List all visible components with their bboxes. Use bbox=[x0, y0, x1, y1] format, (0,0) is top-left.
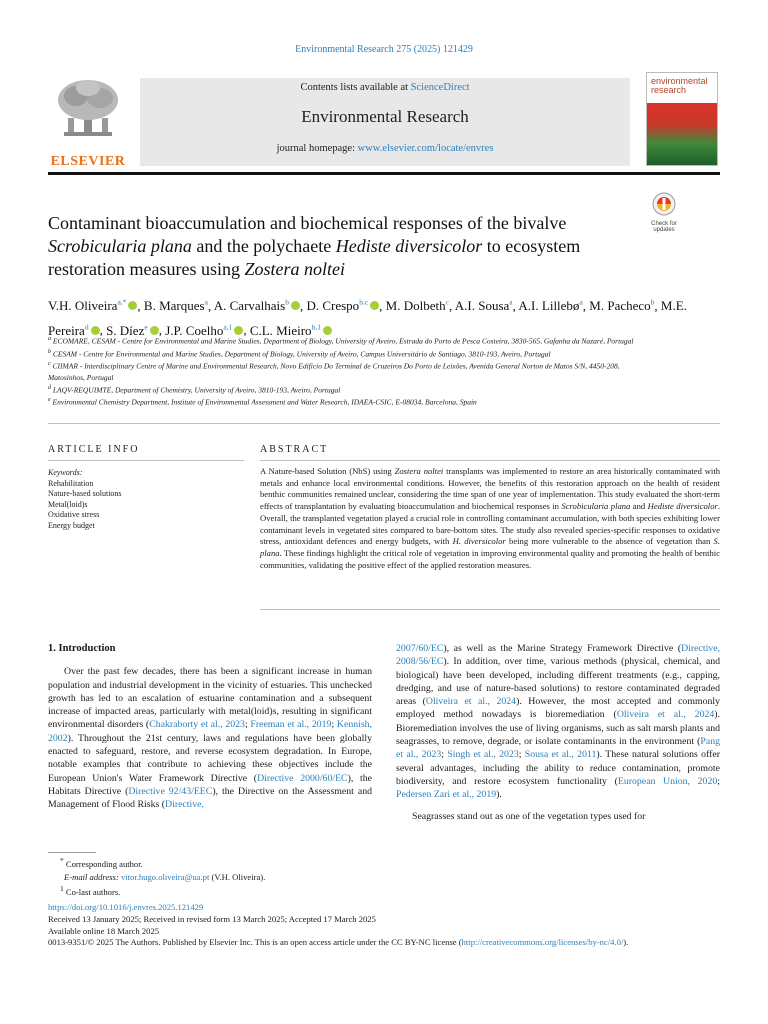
author[interactable] bbox=[48, 298, 137, 313]
author-separator: , bbox=[158, 322, 166, 338]
footnote-rule bbox=[48, 852, 96, 853]
affiliation-text: Environmental Chemistry Department, Institute of Environmental Assessment and Water Research, IDAEA-CSIC, E-08034, Barcelona, Spain bbox=[50, 397, 477, 407]
publication-info bbox=[48, 902, 720, 949]
footnote-mark: 1 bbox=[60, 884, 64, 894]
keyword: Oxidative stress bbox=[48, 510, 100, 519]
abstract-part: . Overall, the transplanted vegetation played a crucial role in controlling contaminant accumulation, with both species exhibiting lower contaminant levels in vegetated sites compared to bare-bottom sites. The study also revealed species-specific responses to oxidative stress, antioxidant defences and energy budgets, with bbox=[260, 501, 720, 547]
intro-paragraph-cont bbox=[396, 642, 720, 802]
author-name[interactable]: M. Pacheco bbox=[589, 298, 651, 314]
license-text: 0013-9351/© 2025 The Authors. Published by Elsevier Inc. This is an open access article under the CC BY-NC license ( bbox=[48, 937, 462, 948]
body-column-left bbox=[48, 642, 372, 812]
sciencedirect-link[interactable]: ScienceDirect bbox=[410, 82, 470, 93]
body-text: ; bbox=[331, 719, 337, 731]
license-text: ). bbox=[623, 937, 629, 948]
affiliation-list bbox=[48, 334, 648, 408]
author-name[interactable]: A.I. Lillebø bbox=[518, 298, 580, 314]
author[interactable] bbox=[455, 298, 513, 313]
affiliation-key: a bbox=[48, 336, 51, 342]
author-separator: , bbox=[582, 298, 590, 314]
title-species: Scrobicularia plana bbox=[48, 236, 192, 256]
affiliation bbox=[48, 395, 648, 408]
check-updates-icon bbox=[646, 192, 682, 216]
corresponding-author-note bbox=[48, 855, 708, 871]
author-affil-marker[interactable]: b,1 bbox=[311, 322, 321, 332]
citation-link[interactable]: Directive, 2008/56/EC bbox=[396, 643, 720, 668]
body-column-right bbox=[396, 642, 720, 823]
body-text: ). Throughout the 21st century, laws and regulations have been globally enacted to safeguard, restore, and reverse ecosystem degradation. In Europe, notable examples that contribute to achieving these objectives include the European Union's Water Framework Directive ( bbox=[48, 732, 372, 784]
abstract-species: Zostera noltei bbox=[394, 466, 444, 476]
author[interactable] bbox=[589, 298, 654, 313]
citation-link[interactable]: 2007/60/EC bbox=[396, 643, 444, 654]
abstract-species: S. plana bbox=[260, 536, 720, 558]
affiliation-key: b bbox=[48, 348, 51, 355]
check-updates-label: Check for updates bbox=[651, 221, 677, 233]
section-rule bbox=[260, 460, 720, 461]
author-name[interactable]: A. Carvalhais bbox=[213, 298, 286, 314]
abstract-text bbox=[260, 466, 720, 571]
title-species: Zostera noltei bbox=[244, 259, 345, 279]
affiliation bbox=[48, 334, 648, 347]
body-text: ), the Directive on the Assessment and Management of Flood Risks ( bbox=[48, 785, 373, 811]
affiliation-text: LAQV-REQUIMTE, Department of Chemistry, University of Aveiro, 3810-193, Aveiro, Portugal bbox=[51, 385, 341, 394]
journal-reference[interactable]: Environmental Research 275 (2025) 121429 bbox=[295, 44, 473, 55]
author-name[interactable]: M. Dolbeth bbox=[385, 298, 446, 314]
keywords-block bbox=[48, 468, 244, 531]
citation-link[interactable]: Singh et al., 2023 bbox=[447, 749, 519, 761]
contents-line bbox=[140, 78, 630, 93]
author-affil-marker[interactable]: a bbox=[579, 298, 583, 307]
author-affil-marker[interactable]: a,1 bbox=[223, 322, 233, 332]
journal-header bbox=[48, 72, 720, 176]
author-separator: , bbox=[243, 322, 250, 338]
homepage-link[interactable]: www.elsevier.com/locate/envres bbox=[357, 143, 494, 154]
elsevier-tree-icon bbox=[54, 78, 122, 140]
author-separator: , bbox=[654, 298, 661, 314]
citation-link[interactable]: Directive, bbox=[165, 799, 204, 811]
keyword: Rehabilitation bbox=[48, 478, 94, 488]
email-note bbox=[48, 871, 708, 884]
abstract-part: and bbox=[630, 501, 648, 512]
abstract-species: Hediste diversicolor bbox=[647, 501, 718, 512]
author[interactable] bbox=[518, 298, 582, 313]
check-for-updates-badge[interactable] bbox=[646, 192, 682, 233]
elsevier-logo[interactable] bbox=[48, 78, 128, 172]
author-affil-marker[interactable]: a bbox=[509, 298, 513, 307]
citation-link[interactable]: Freeman et al., 2019 bbox=[250, 719, 332, 731]
author-affil-marker[interactable]: b,c bbox=[359, 298, 369, 307]
abstract-species: H. diversicolor bbox=[452, 536, 506, 547]
author-affil-marker[interactable]: c bbox=[445, 298, 449, 307]
section-rule bbox=[48, 460, 244, 461]
author[interactable] bbox=[386, 298, 449, 313]
body-text: ). In addition, over time, various methods (physical, chemical, and biological) have been developed, including different treatments (e.g., capping, dredging, and use of nature-based solutions) to restore contaminated degraded areas ( bbox=[396, 656, 720, 708]
affiliation bbox=[48, 359, 648, 383]
affiliation-text: CIIMAR - Interdisciplinary Centre of Marine and Environmental Research, Novo Edifício Do Terminal de Cruzeiros Do Porto de Leixões, Avenida General Norton de Matos S/N, 4450-208, Matosinhos, Portugal bbox=[48, 361, 620, 382]
citation-link[interactable]: Oliveira et al., 2024 bbox=[425, 696, 517, 708]
journal-banner bbox=[140, 78, 630, 166]
keywords-title: Keywords: bbox=[48, 468, 83, 477]
author-name[interactable]: C.L. Mieiro bbox=[249, 322, 312, 338]
title-species: Hediste diversicolor bbox=[335, 236, 483, 256]
citation-link[interactable]: Directive 92/43/EEC bbox=[128, 785, 213, 797]
title-part: to ecosystem restoration measures using bbox=[48, 236, 581, 279]
license-line bbox=[48, 937, 720, 949]
keyword: Energy budget bbox=[48, 520, 95, 530]
body-text: ; bbox=[244, 719, 251, 731]
author-name[interactable]: D. Crespo bbox=[306, 298, 360, 314]
author[interactable] bbox=[214, 298, 300, 313]
affiliation-text: ECOMARE, CESAM - Centre for Environmental and Marine Studies, Department of Biology, University of Aveiro, Estrada do Porto de Pesca Costeira, 3830-565, Gafanha da Nazaré, Portugal bbox=[51, 336, 634, 346]
author-separator: , bbox=[379, 298, 386, 314]
publication-dates: Received 13 January 2025; Received in revised form 13 March 2025; Accepted 17 March 2025 bbox=[48, 913, 376, 924]
citation-link[interactable]: Oliveira et al., 2024 bbox=[616, 709, 715, 721]
abstract-part: transplants was implemented to restore an area historically contaminated with metals and enhance local environmental conditions. However, the benefits of this restoration approach on the health of resident benthic communities remained unclear, considering the time span of one year of implementation. This study evaluated the short-term effects of transplantation by evaluating bioaccumulation and biochemical responses in bbox=[260, 466, 721, 512]
affiliation bbox=[48, 347, 648, 360]
keyword: Metal(loid)s bbox=[48, 499, 88, 509]
author[interactable] bbox=[144, 298, 208, 313]
email-link[interactable]: vitor.hugo.oliveira@ua.pt bbox=[120, 871, 210, 882]
cover-header bbox=[647, 73, 717, 103]
intro-paragraph: Seagrasses stand out as one of the vegetation types used for bbox=[412, 810, 646, 822]
doi-link[interactable]: https://doi.org/10.1016/j.envres.2025.121429 bbox=[48, 902, 204, 912]
footnote-mark: * bbox=[60, 856, 64, 865]
author-affil-marker[interactable]: b bbox=[285, 298, 289, 307]
author-affil-marker[interactable]: e bbox=[144, 322, 148, 332]
citation-link[interactable]: Chakraborty et al., 2023 bbox=[149, 719, 245, 731]
body-text: ; bbox=[441, 749, 448, 761]
author-separator: , bbox=[207, 298, 214, 314]
citation-link[interactable]: Directive 2000/60/EC bbox=[257, 772, 348, 784]
online-date: Available online 18 March 2025 bbox=[48, 925, 160, 936]
affiliation bbox=[48, 383, 648, 396]
email-owner: (V.H. Oliveira). bbox=[211, 871, 266, 882]
article-info-label: ARTICLE INFO bbox=[48, 444, 140, 455]
citation-link[interactable]: Sousa et al., 2011 bbox=[524, 749, 597, 761]
body-text: Over the past few decades, there has been a significant increase in human population and industrial development in the vicinity of estuaries. This unchecked growth has led to an escalation of estuarine contamination and a subsequent increase of impacted areas, particularly with metal(loid)s, resulting in significant environmental disorders ( bbox=[48, 666, 372, 731]
author-separator: , bbox=[448, 298, 455, 314]
body-text: ). These natural solutions offer several advantages, including the ability to reduce contamination, promote biodiversity, and restore ecosystem functionality ( bbox=[396, 749, 721, 787]
abstract-label: ABSTRACT bbox=[260, 444, 329, 455]
affiliation-key: d bbox=[48, 384, 51, 391]
affiliation-text: CESAM - Centre for Environmental and Marine Studies, Department of Biology, University of Aveiro, Campus Universitário de Santiago, 3810-193, Aveiro, Portugal bbox=[51, 349, 551, 358]
body-text: ). bbox=[496, 789, 502, 801]
body-text: ), as well as the Marine Strategy Framework Directive ( bbox=[443, 643, 682, 654]
author-name[interactable]: S. Díez bbox=[106, 322, 145, 338]
body-text: ). However, the most accepted and commonly employed method nowadays is bioremediation ( bbox=[396, 696, 720, 721]
cover-title-line2: research bbox=[651, 85, 687, 95]
author-separator: , bbox=[512, 298, 519, 314]
author-separator: , bbox=[299, 298, 307, 314]
author-affil-marker[interactable]: b bbox=[650, 298, 655, 307]
citation-link[interactable]: Pedersen Zari et al., 2019 bbox=[396, 789, 497, 801]
section-rule bbox=[260, 609, 720, 610]
author-separator: , bbox=[137, 298, 144, 314]
body-text: ; bbox=[518, 749, 525, 761]
publisher-name: ELSEVIER bbox=[50, 154, 126, 169]
abstract-species: Scrobicularia plana bbox=[561, 501, 631, 512]
co-last-note bbox=[48, 883, 708, 899]
author[interactable] bbox=[306, 298, 379, 313]
license-link[interactable]: http://creativecommons.org/licenses/by-nc/4.0/ bbox=[461, 937, 624, 948]
cover-title bbox=[647, 73, 717, 95]
abstract-part: A Nature-based Solution (NbS) using bbox=[260, 466, 395, 476]
body-text: ; bbox=[717, 775, 720, 787]
citation-link[interactable]: Pang et al., 2023 bbox=[396, 736, 720, 761]
author-affil-marker[interactable]: d bbox=[84, 322, 89, 332]
author-affil-marker[interactable]: a,* bbox=[117, 298, 127, 307]
homepage-prefix: journal homepage: bbox=[276, 143, 358, 154]
body-text: ), the Habitats Directive ( bbox=[48, 772, 372, 797]
journal-title: Environmental Research bbox=[301, 107, 469, 126]
body-text: ). Bioremediation involves the use of living organisms, such as salt marsh plants and seagrasses, to remove, degrade, or isolate contaminants in the environment ( bbox=[396, 709, 720, 748]
journal-cover[interactable] bbox=[646, 72, 718, 166]
footnote-text: Corresponding author. bbox=[65, 858, 143, 869]
author-name[interactable]: A.I. Sousa bbox=[454, 298, 510, 314]
author-name[interactable]: M.E. Pereira bbox=[48, 298, 687, 338]
footnote-text: Co-last authors. bbox=[65, 887, 121, 898]
affiliation-key: c bbox=[48, 361, 51, 367]
orcid-icon[interactable] bbox=[370, 301, 379, 310]
contents-prefix: Contents lists available at bbox=[300, 82, 411, 93]
affiliation-key: e bbox=[48, 397, 51, 403]
section-heading: 1. Introduction bbox=[48, 643, 116, 654]
cover-image bbox=[647, 103, 717, 165]
citation-link[interactable]: European Union, 2020 bbox=[617, 775, 718, 787]
abstract-part: being more vulnerable to the absence of vegetation than bbox=[505, 536, 714, 547]
abstract-part: . These findings highlight the critical role of vegetation in improving environmental quality and promoting the health of benthic communities, validating the positive effect of the applied restoration measures. bbox=[260, 547, 720, 570]
author-affil-marker[interactable]: a bbox=[204, 298, 208, 307]
author-separator: , bbox=[99, 322, 107, 338]
footnotes bbox=[48, 855, 708, 899]
section-rule bbox=[48, 423, 720, 424]
cover-title-line1: environmental bbox=[651, 76, 708, 86]
author-name[interactable]: V.H. Oliveira bbox=[48, 298, 118, 314]
orcid-icon[interactable] bbox=[291, 301, 300, 310]
article-title bbox=[48, 212, 608, 281]
citation-link[interactable]: Kennish, 2002 bbox=[48, 719, 372, 744]
header-rule bbox=[48, 172, 720, 175]
homepage-line bbox=[140, 143, 630, 154]
intro-paragraph bbox=[48, 665, 372, 811]
title-part: and the polychaete bbox=[191, 236, 336, 256]
author-name[interactable]: J.P. Coelho bbox=[165, 322, 224, 338]
author-name[interactable]: B. Marques bbox=[143, 298, 205, 314]
keyword: Nature-based solutions bbox=[48, 489, 122, 498]
title-part: Contaminant bioaccumulation and biochemical responses of the bivalve bbox=[48, 213, 567, 233]
email-label: E-mail address: bbox=[64, 871, 119, 882]
